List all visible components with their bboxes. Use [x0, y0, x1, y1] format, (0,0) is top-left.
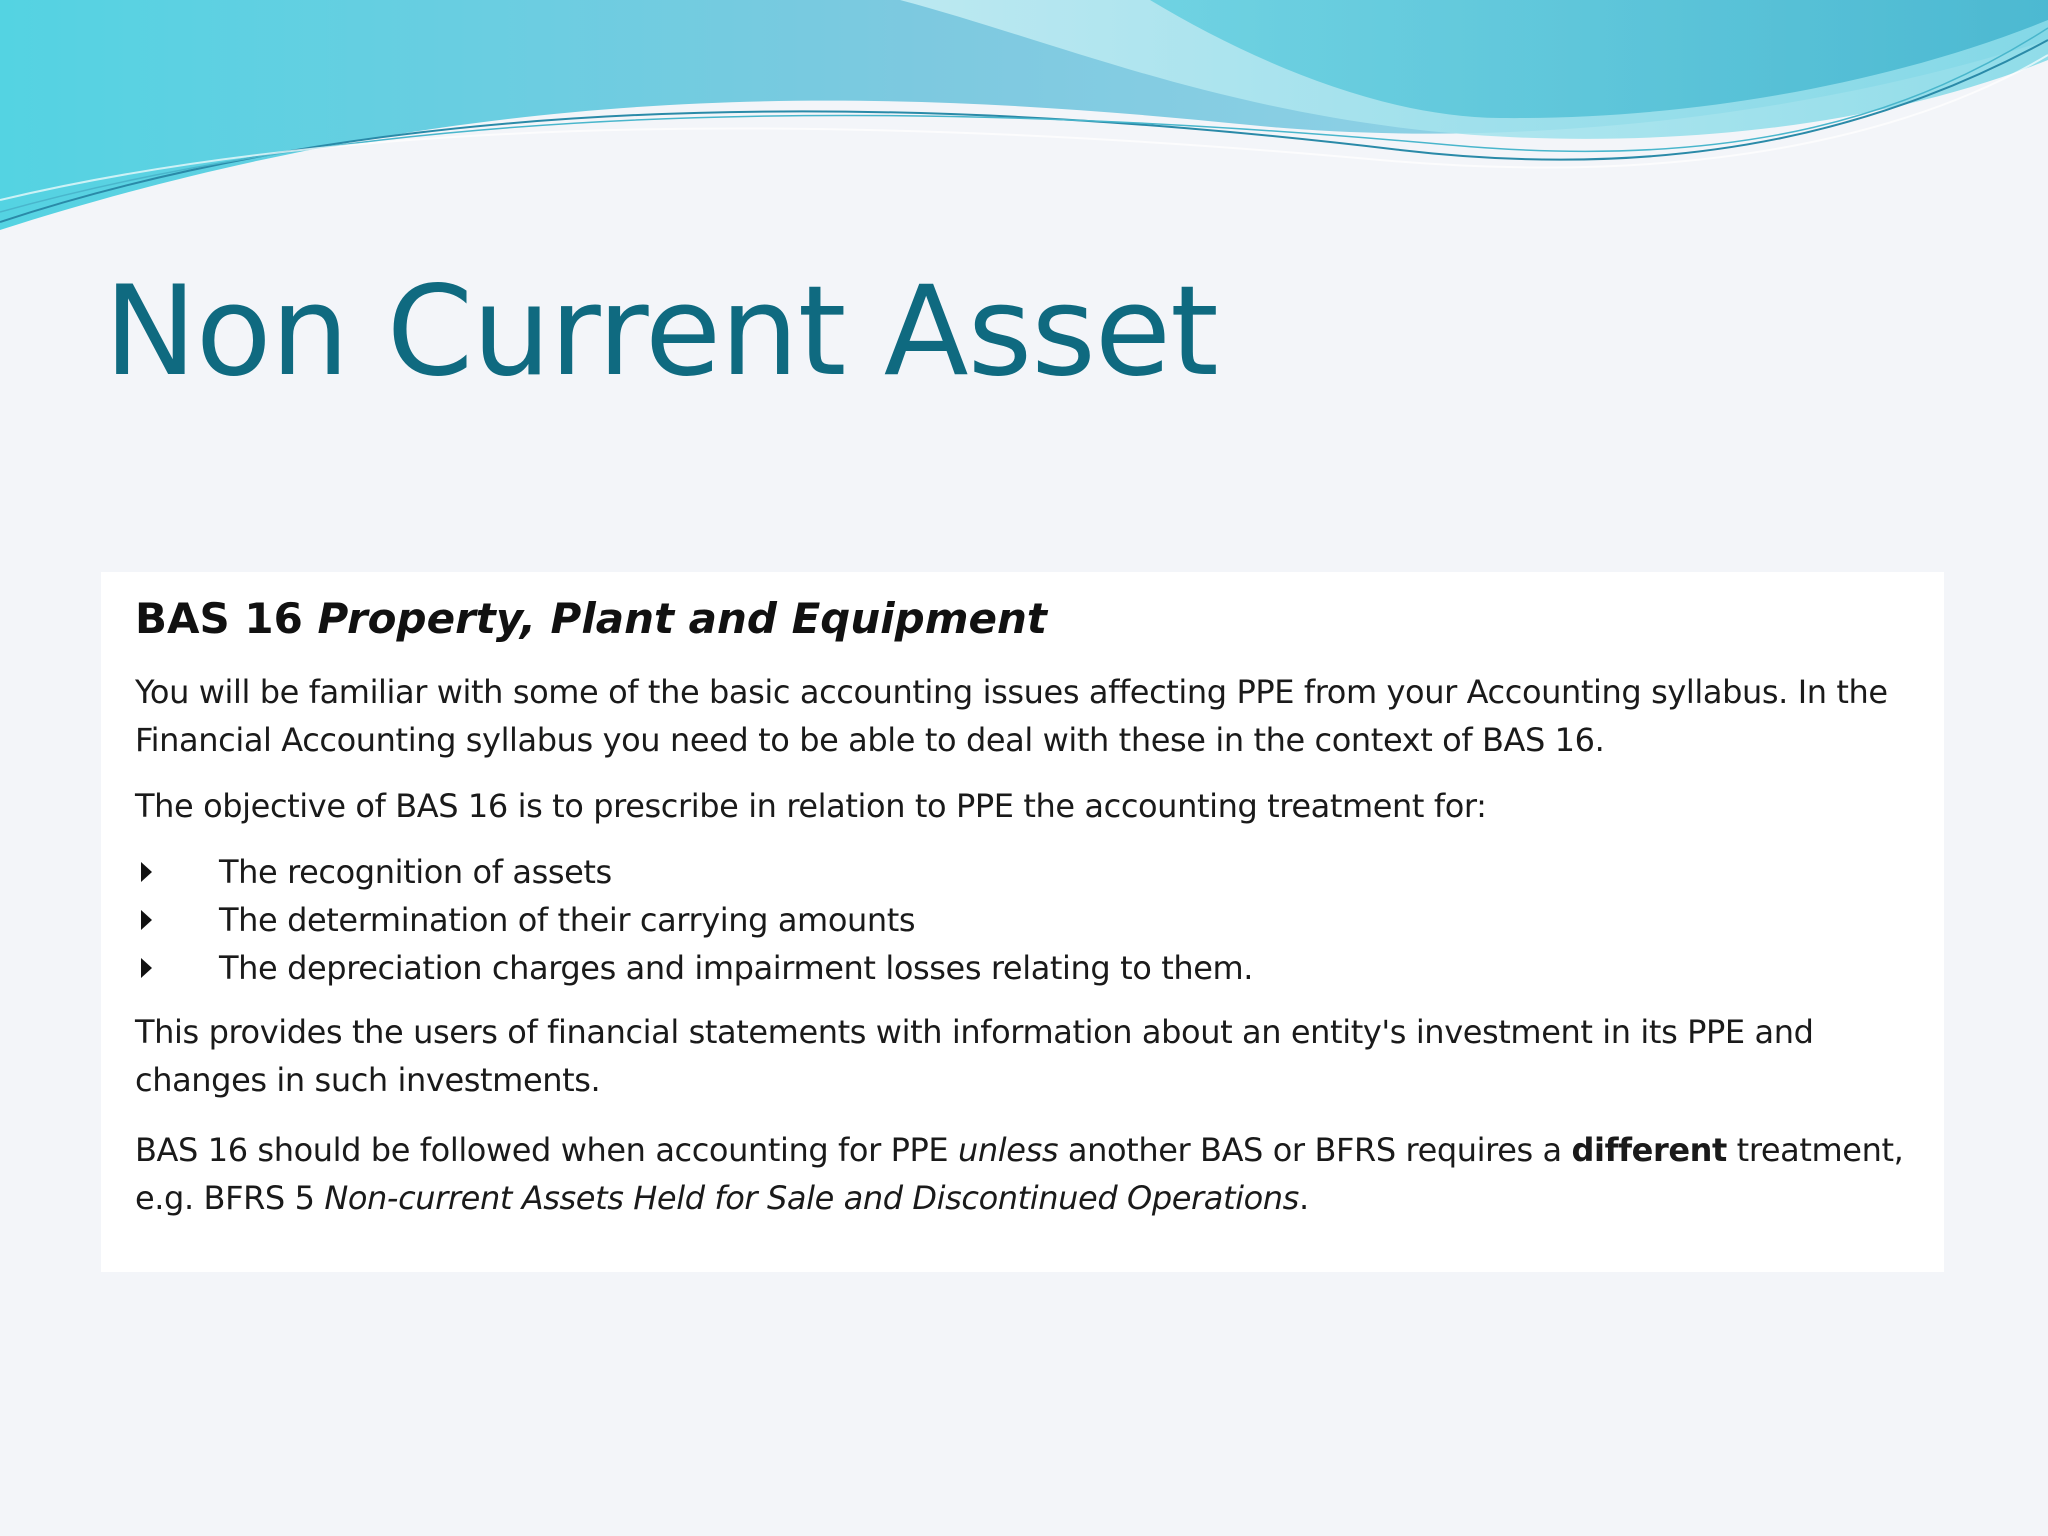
paragraph-exception	[135, 1126, 1915, 1222]
exception-text-2: another BAS or BFRS requires a	[1058, 1131, 1572, 1169]
content-heading	[135, 582, 1047, 656]
heading-title: Property, Plant and Equipment	[317, 594, 1047, 643]
heading-standard: BAS 16	[135, 594, 303, 643]
content-panel	[101, 572, 1944, 1272]
exception-standard-title: Non-current Assets Held for Sale and Discontinued Operations	[324, 1179, 1299, 1217]
slide-title: Non Current Asset	[104, 260, 1218, 404]
list-item-text: The determination of their carrying amounts	[219, 901, 916, 939]
exception-text-1: BAS 16 should be followed when accounting for PPE	[135, 1131, 959, 1169]
header-wave-decoration	[0, 0, 2048, 240]
triangle-bullet-icon	[141, 958, 152, 978]
paragraph-objective: The objective of BAS 16 is to prescribe in relation to PPE the accounting treatment for:	[135, 787, 1487, 825]
list-item-text: The depreciation charges and impairment losses relating to them.	[219, 949, 1254, 987]
exception-different: different	[1571, 1131, 1727, 1169]
paragraph-intro: You will be familiar with some of the basic accounting issues affecting PPE from your Accounting syllabus. In the Financial Accounting syllabus you need to be able to deal with these in the context of BAS 16.	[135, 673, 1888, 759]
list-item-text: The recognition of assets	[219, 853, 612, 891]
triangle-bullet-icon	[141, 910, 152, 930]
triangle-bullet-icon	[141, 862, 152, 882]
paragraph-users: This provides the users of financial statements with information about an entity's investment in its PPE and changes in such investments.	[135, 1013, 1814, 1099]
exception-text-3: treatment, e.g. BFRS 5	[135, 1131, 1904, 1217]
exception-text-4: .	[1298, 1179, 1309, 1217]
exception-unless: unless	[958, 1131, 1059, 1169]
